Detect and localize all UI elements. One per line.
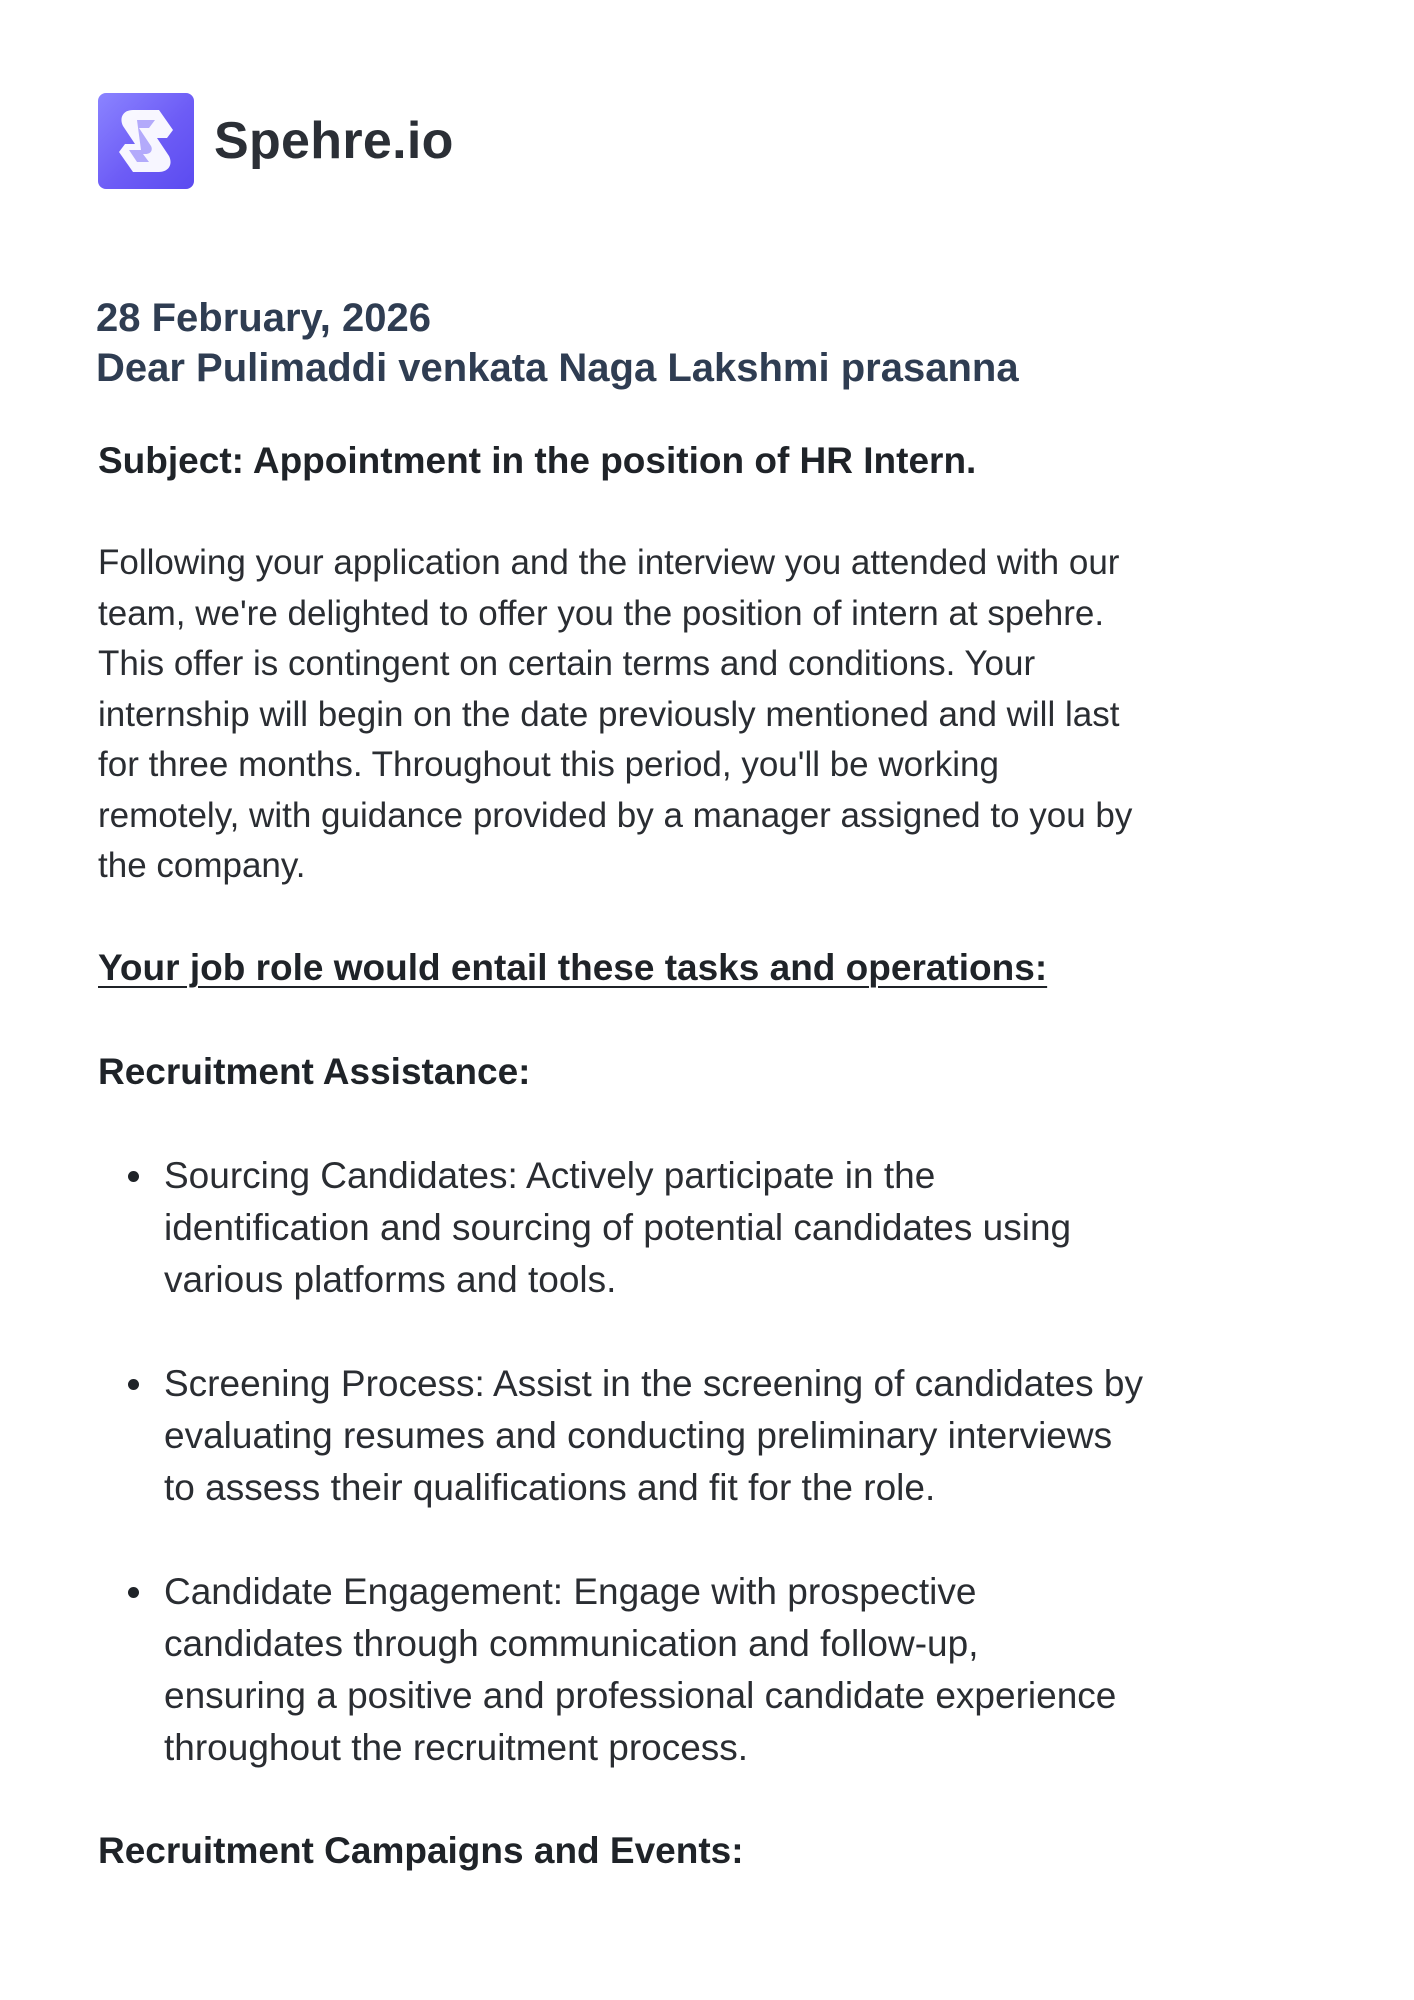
bullet-line: candidates through communication and follow-up, xyxy=(164,1623,979,1664)
bullet-dot-icon xyxy=(128,1379,139,1390)
bullet-line: various platforms and tools. xyxy=(164,1259,617,1300)
bullet-dot-icon xyxy=(128,1171,139,1182)
bullet-line: Candidate Engagement: Engage with prospective xyxy=(164,1571,977,1612)
bullet-list xyxy=(98,1150,1338,1826)
logo-glyph xyxy=(115,106,177,176)
list-item xyxy=(98,1358,1338,1514)
paragraph-line: the company. xyxy=(98,846,306,885)
bullet-line: Screening Process: Assist in the screening of candidates by xyxy=(164,1363,1143,1404)
bullet-line: Sourcing Candidates: Actively participate in the xyxy=(164,1155,936,1196)
intro-paragraph xyxy=(98,538,1338,892)
section-heading-recruitment-campaigns: Recruitment Campaigns and Events: xyxy=(98,1830,744,1871)
job-role-heading: Your job role would entail these tasks and operations: xyxy=(98,947,1048,988)
paragraph-line: Following your application and the interview you attended with our xyxy=(98,543,1120,582)
letter-date: 28 February, 2026 xyxy=(96,296,432,340)
letter-greeting: Dear Pulimaddi venkata Naga Lakshmi prasanna xyxy=(96,346,1019,390)
paragraph-line: team, we're delighted to offer you the position of intern at spehre. xyxy=(98,593,1105,633)
paragraph-line: This offer is contingent on certain terms and conditions. Your xyxy=(98,644,1036,683)
bullet-line: identification and sourcing of potential candidates using xyxy=(164,1207,1072,1248)
paragraph-line: internship will begin on the date previously mentioned and will last xyxy=(98,694,1120,734)
paragraph-line: remotely, with guidance provided by a manager assigned to you by xyxy=(98,795,1133,835)
brand-header xyxy=(98,93,454,189)
list-item xyxy=(98,1150,1338,1306)
bullet-line: evaluating resumes and conducting preliminary interviews xyxy=(164,1415,1113,1456)
bullet-line: ensuring a positive and professional candidate experience xyxy=(164,1675,1117,1716)
brand-name: Spehre.io xyxy=(214,112,454,170)
letter-subject: Subject: Appointment in the position of HR Intern. xyxy=(98,440,977,481)
list-item xyxy=(98,1566,1338,1774)
section-heading-recruitment-assistance: Recruitment Assistance: xyxy=(98,1051,531,1092)
bullet-line: to assess their qualifications and fit for the role. xyxy=(164,1467,936,1508)
s-lightning-logo-icon xyxy=(98,93,194,189)
bullet-line: throughout the recruitment process. xyxy=(164,1727,749,1768)
bullet-dot-icon xyxy=(128,1587,139,1598)
paragraph-line: for three months. Throughout this period, you'll be working xyxy=(98,745,999,784)
